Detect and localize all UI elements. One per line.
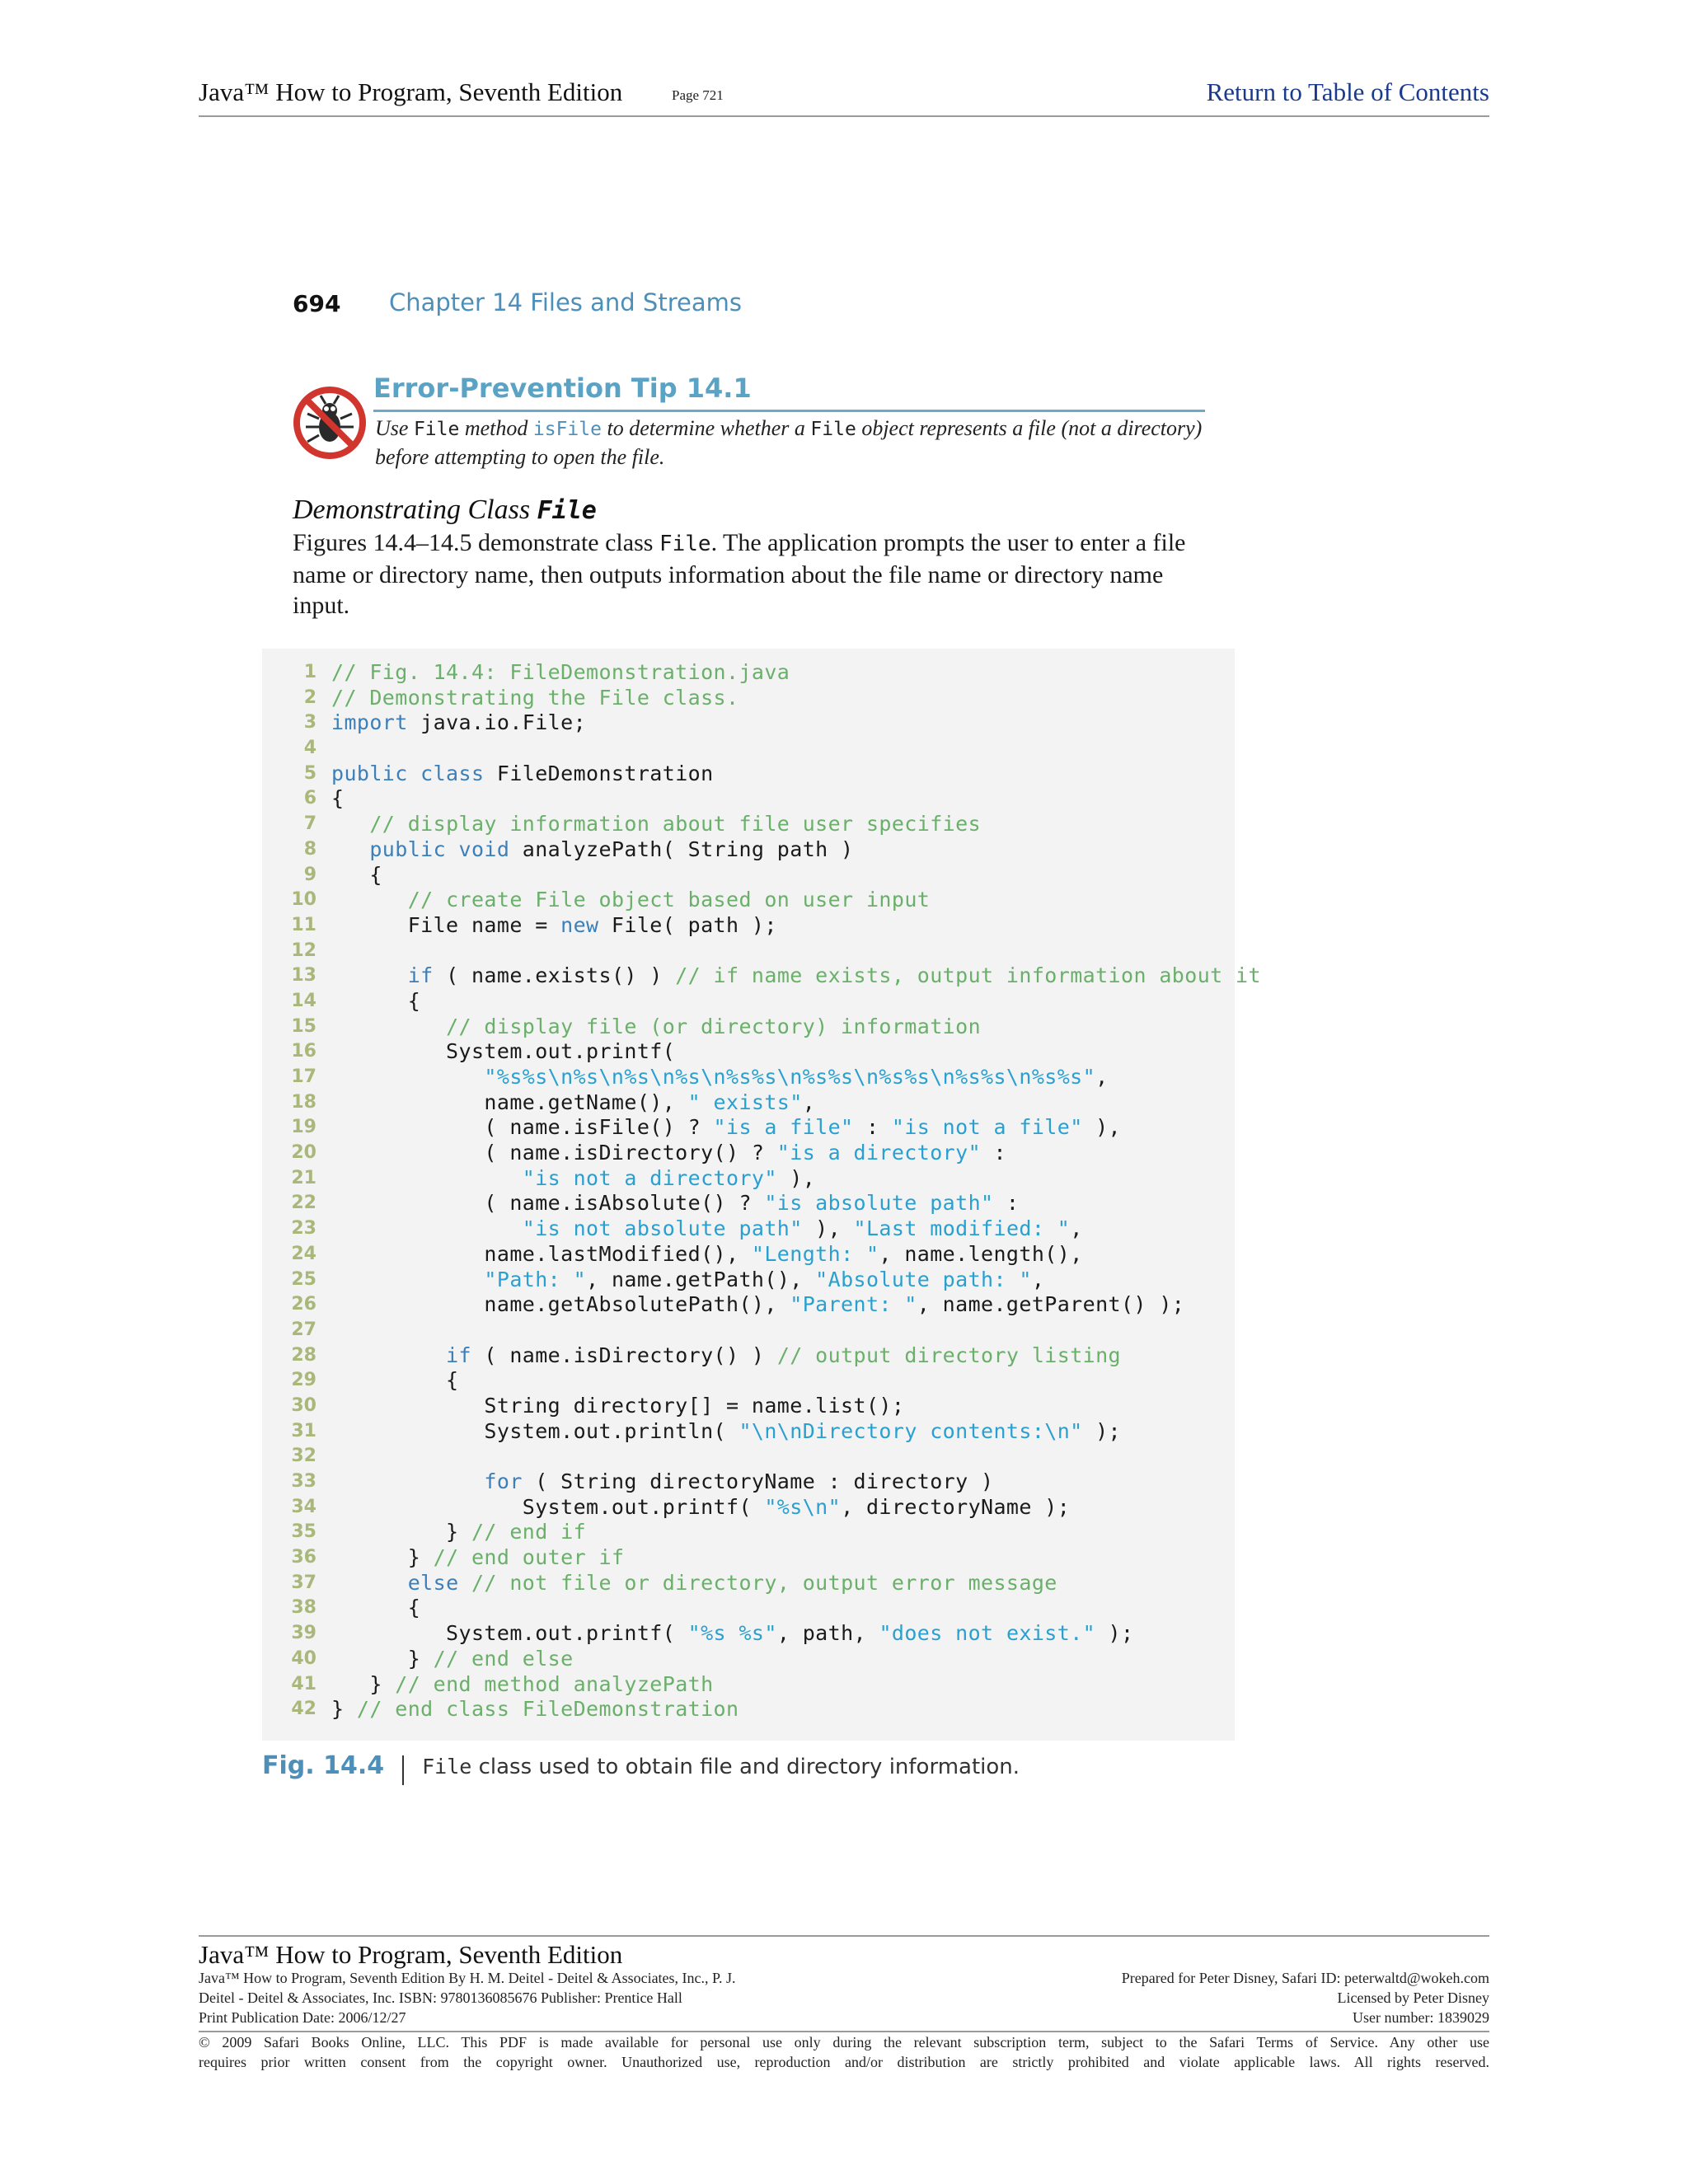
code-text: ( name.isDirectory() ? "is a directory" : (331, 1141, 1006, 1165)
line-number: 3 (303, 712, 316, 733)
line-number: 30 (291, 1394, 316, 1416)
code-line (262, 1090, 1235, 1116)
code-text: name.getName(), " exists", (331, 1090, 816, 1114)
book-title: Java™ How to Program, Seventh Edition (199, 77, 623, 106)
code-text: { (331, 786, 345, 811)
chapter-title: Chapter 14 Files and Streams (389, 288, 742, 316)
figure-label: Fig. 14.4 (262, 1751, 385, 1780)
tip-body: Use File method isFile to determine whether a File object represents a file (not a directory) before attempting to open the file. (375, 416, 1203, 469)
code-line (262, 710, 1235, 736)
code-text: public void analyzePath( String path ) (369, 837, 854, 861)
code-line (262, 1015, 1235, 1040)
code-line (262, 1115, 1235, 1141)
footer-row (199, 1990, 1489, 2009)
code-text: System.out.printf( "%s\n", directoryName ); (331, 1494, 1071, 1519)
code-line (262, 812, 1235, 837)
code-text: System.out.printf( (331, 1039, 676, 1064)
line-number: 9 (303, 864, 316, 885)
code-line (262, 1166, 1235, 1192)
line-number: 32 (291, 1446, 316, 1467)
code-line (262, 1469, 1235, 1495)
footer-prepared-for: Prepared for Peter Disney, Safari ID: peterwaltd@wokeh.com (1121, 1970, 1489, 1986)
line-number: 8 (303, 838, 316, 860)
code-line (262, 686, 1235, 711)
code-text: } // end outer if (331, 1545, 625, 1570)
line-number: 41 (291, 1673, 316, 1694)
code-line (262, 762, 1235, 787)
line-number: 38 (291, 1597, 316, 1619)
line-number: 16 (291, 1041, 316, 1062)
table-of-contents-link[interactable]: Return to Table of Contents (1206, 77, 1489, 106)
code-text: { (331, 862, 382, 887)
code-line (262, 660, 1235, 686)
code-text: } // end if (331, 1520, 587, 1544)
code-line (262, 1419, 1235, 1445)
code-text: ( name.isAbsolute() ? "is absolute path" : (331, 1191, 1020, 1216)
code-line (262, 1672, 1235, 1698)
code-line (262, 1216, 1235, 1242)
code-line (262, 1444, 1235, 1469)
code-text: for ( String directoryName : directory ) (484, 1469, 994, 1493)
code-line (262, 1065, 1235, 1090)
line-number: 20 (291, 1142, 316, 1164)
code-text: if ( name.isDirectory() ) // output directory listing (446, 1343, 1121, 1367)
code-line (262, 1191, 1235, 1216)
code-line (262, 837, 1235, 863)
code-text: // Demonstrating the File class. (331, 685, 739, 710)
line-number: 23 (291, 1218, 316, 1240)
line-number: 7 (303, 813, 316, 835)
code-line (262, 1520, 1235, 1545)
tip-divider (373, 410, 1205, 412)
code-text: ( name.isFile() ? "is a file" : "is not a file" ), (331, 1115, 1122, 1140)
footer-row (199, 1970, 1489, 1990)
footer-row (199, 2009, 1489, 2029)
code-text: // display file (or directory) information (446, 1014, 982, 1038)
footer-copyright-continued: requires prior written consent from the copyright owner. Unauthorized use, reproduction and/or distribution are strictly prohibited and violate applicable laws. All rights reserved. (199, 2054, 1489, 2070)
line-number: 21 (291, 1167, 316, 1188)
code-line (262, 888, 1235, 913)
code-line (262, 939, 1235, 964)
line-number: 31 (291, 1420, 316, 1441)
line-number: 1 (303, 662, 316, 682)
line-number: 40 (291, 1647, 316, 1669)
footer-licensed-by: Licensed by Peter Disney (1337, 1990, 1489, 2006)
line-number: 25 (291, 1268, 316, 1290)
code-line (262, 863, 1235, 888)
line-number: 33 (291, 1471, 316, 1492)
code-text: } // end method analyzePath (331, 1671, 714, 1696)
page-header (199, 74, 1489, 117)
code-line (262, 989, 1235, 1015)
line-number: 42 (291, 1699, 316, 1720)
line-number: 26 (291, 1294, 316, 1315)
code-line (262, 1545, 1235, 1571)
code-line (262, 1571, 1235, 1596)
code-line (262, 1596, 1235, 1621)
code-line (262, 1268, 1235, 1293)
code-line (262, 1394, 1235, 1419)
line-number: 5 (303, 762, 316, 784)
line-number: 19 (291, 1117, 316, 1138)
code-line (262, 1292, 1235, 1318)
line-number: 13 (291, 965, 316, 987)
code-text: String directory[] = name.list(); (331, 1393, 905, 1418)
code-text: } // end else (331, 1646, 574, 1671)
code-listing (262, 649, 1261, 1741)
figure-caption (262, 1751, 1020, 1785)
line-number: 10 (291, 889, 316, 911)
code-line (262, 1318, 1235, 1343)
code-line (262, 963, 1261, 989)
code-text: // Fig. 14.4: FileDemonstration.java (331, 660, 790, 684)
code-text: "is not a directory" ), (522, 1165, 816, 1190)
code-text: File name = new File( path ); (331, 912, 777, 937)
code-line (262, 1697, 1235, 1722)
code-text: else // not file or directory, output error message (407, 1570, 1057, 1595)
line-number: 17 (291, 1066, 316, 1087)
tip-title: Error-Prevention Tip 14.1 (373, 373, 752, 404)
intro-paragraph: Figures 14.4–14.5 demonstrate class File. The application prompts the user to enter a file name or directory name, then outputs information about the file name or directory name input. (293, 529, 1186, 619)
line-number: 29 (291, 1370, 316, 1391)
code-line (262, 1621, 1235, 1647)
line-number: 34 (291, 1496, 316, 1517)
code-text: System.out.println( "\n\nDirectory contents:\n" ); (331, 1418, 1121, 1443)
code-line (262, 1242, 1235, 1268)
line-number: 14 (291, 990, 316, 1011)
page-number: 694 (293, 290, 341, 317)
code-text: name.lastModified(), "Length: ", name.length(), (331, 1241, 1083, 1266)
code-text: } // end class FileDemonstration (331, 1697, 739, 1722)
code-text: // display information about file user specifies (369, 812, 982, 837)
line-number: 39 (291, 1623, 316, 1644)
section-heading: Demonstrating Class File (293, 494, 597, 525)
code-line (262, 1368, 1235, 1394)
line-number: 15 (291, 1015, 316, 1037)
figure-text: File class used to obtain file and directory information. (422, 1755, 1020, 1779)
line-number: 12 (291, 940, 316, 961)
line-number: 22 (291, 1193, 316, 1214)
code-line (262, 1495, 1235, 1521)
line-number: 6 (303, 788, 316, 809)
code-text: name.getAbsolutePath(), "Parent: ", name.getParent() ); (331, 1292, 1185, 1317)
footer-user-number: User number: 1839029 (1353, 2009, 1489, 2026)
code-line (262, 1647, 1235, 1672)
code-text: import java.io.File; (331, 710, 587, 735)
line-number: 24 (291, 1243, 316, 1264)
footer-title: Java™ How to Program, Seventh Edition (199, 1940, 623, 1969)
code-text: { (331, 988, 421, 1013)
footer-publisher: Deitel - Deitel & Associates, Inc. ISBN: 9780136085676 Publisher: Prentice Hall (199, 1990, 682, 2006)
line-number: 4 (303, 738, 316, 759)
code-text: "Path: ", name.getPath(), "Absolute path: ", (484, 1267, 1045, 1291)
line-number: 37 (291, 1572, 316, 1593)
code-line (262, 786, 1235, 812)
line-number: 2 (303, 687, 316, 708)
code-text: if ( name.exists() ) // if name exists, output information about it (407, 963, 1261, 988)
line-number: 27 (291, 1319, 316, 1340)
line-number: 11 (291, 914, 316, 935)
line-number: 28 (291, 1344, 316, 1366)
bug-prohibited-icon (293, 386, 367, 460)
code-text: System.out.printf( "%s %s", path, "does not exist." ); (331, 1621, 1134, 1646)
code-line (262, 913, 1235, 939)
code-line (262, 1141, 1235, 1166)
line-number: 35 (291, 1521, 316, 1543)
code-text: // create File object based on user input (407, 888, 931, 912)
page-footer (199, 1935, 1489, 2072)
code-text: "is not absolute path" ), "Last modified: ", (522, 1216, 1083, 1241)
code-line (262, 1039, 1235, 1065)
line-number: 18 (291, 1091, 316, 1113)
code-line (262, 736, 1235, 762)
code-lines (262, 660, 1261, 1722)
line-number: 36 (291, 1547, 316, 1568)
page-indicator: Page 721 (672, 87, 724, 103)
footer-publication-date: Print Publication Date: 2006/12/27 (199, 2009, 406, 2026)
code-text: "%s%s\n%s\n%s\n%s\n%s%s\n%s%s\n%s%s\n%s%s\n%s%s", (484, 1065, 1109, 1089)
code-text: { (331, 1596, 421, 1620)
caption-separator (402, 1755, 404, 1785)
footer-copyright: © 2009 Safari Books Online, LLC. This PDF is made available for personal use only during the relevant subscription term, subject to the Safari Terms of Service. Any other use (199, 2034, 1489, 2050)
code-text: { (331, 1368, 459, 1393)
code-text: public class FileDemonstration (331, 761, 714, 785)
code-line (262, 1343, 1235, 1369)
footer-book-credit: Java™ How to Program, Seventh Edition By H. M. Deitel - Deitel & Associates, Inc., P. J. (199, 1970, 736, 1986)
